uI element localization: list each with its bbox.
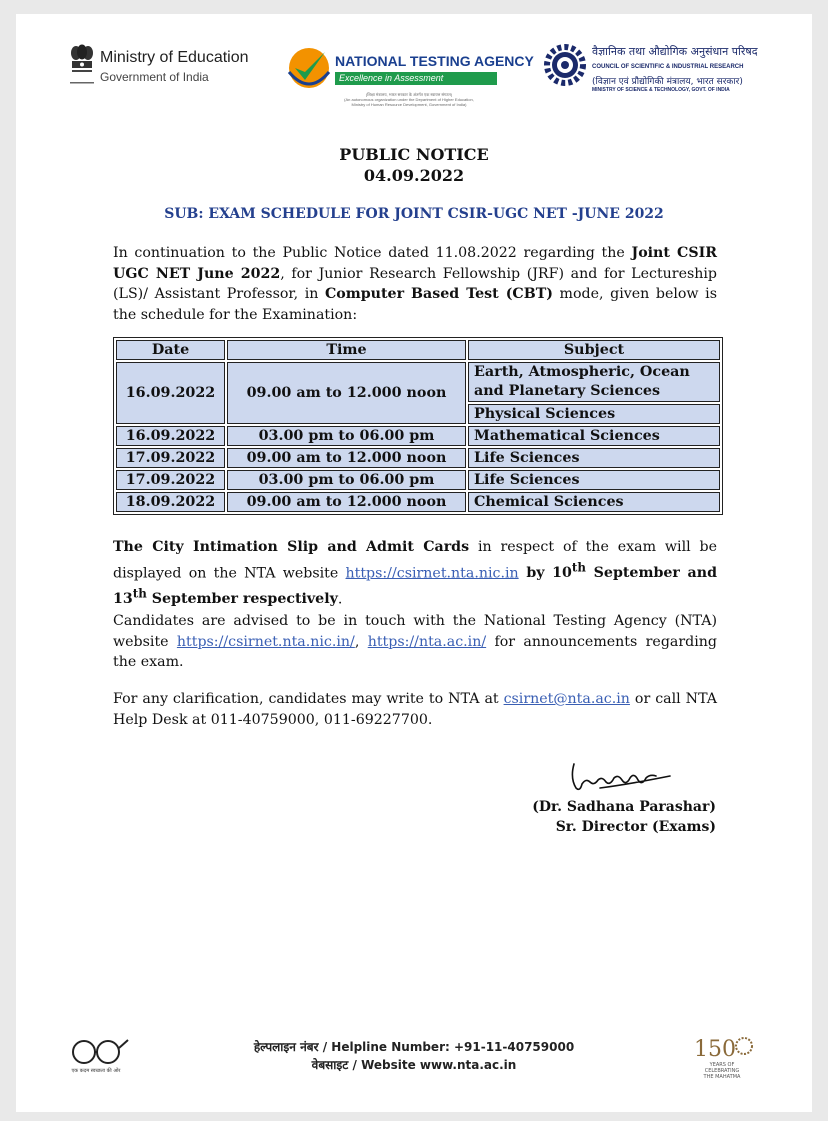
cell-subject: Physical Sciences (468, 404, 720, 424)
nta-tagline: Excellence in Assessment (335, 72, 497, 85)
moe-logo-block (70, 44, 270, 94)
intro-paragraph (113, 243, 717, 325)
badge-text: YEARS OF (709, 1062, 735, 1068)
badge-text: THE MAHATMA (703, 1074, 741, 1080)
advise-paragraph (113, 611, 717, 673)
cell-date: 17.09.2022 (116, 470, 225, 490)
admit-card-paragraph (113, 537, 717, 610)
cell-time: 03.00 pm to 06.00 pm (227, 470, 466, 490)
badge-number: 150 (694, 1037, 736, 1062)
admit-end: . (337, 591, 343, 608)
table-row (116, 448, 720, 468)
csir-hindi-title: वैज्ञानिक तथा औद्योगिक अनुसंधान परिषद (592, 45, 758, 58)
nta-subtext-line: Ministry of Human Resource Development, Government of India) (351, 102, 467, 107)
signatory-block (532, 797, 716, 837)
intro-text: In continuation to the Public Notice dated 11.08.2022 regarding the (113, 245, 632, 261)
ordinal-suffix: th (132, 586, 147, 601)
cell-date: 16.09.2022 (116, 426, 225, 446)
nta-logo-block (285, 44, 535, 119)
notice-subject: SUB: EXAM SCHEDULE FOR JOINT CSIR-UGC NET -JUNE 2022 (164, 206, 664, 222)
cell-subject: Mathematical Sciences (468, 426, 720, 446)
cell-subject: Earth, Atmospheric, Ocean and Planetary Sciences (468, 362, 720, 402)
clarify-text: or call NTA Help Desk at 011-40759000, 011-69227700. (113, 691, 717, 728)
csirnet-website-link[interactable]: https://csirnet.nta.nic.in (345, 565, 519, 582)
signatory-name: (Dr. Sadhana Parashar) (532, 799, 716, 815)
table-row (116, 470, 720, 490)
cell-time: 09.00 am to 12.000 noon (227, 448, 466, 468)
email-link[interactable]: csirnet@nta.ac.in (503, 691, 630, 707)
table-row (116, 362, 720, 402)
signatory-designation: Sr. Director (Exams) (555, 819, 716, 835)
cell-date: 16.09.2022 (116, 362, 225, 424)
cell-time: 03.00 pm to 06.00 pm (227, 426, 466, 446)
nta-link[interactable]: https://nta.ac.in/ (367, 633, 487, 650)
admit-date-part: September and 13 (113, 565, 717, 608)
table-header-row (116, 340, 720, 360)
nta-subtext (299, 92, 519, 107)
csirnet-link[interactable]: https://csirnet.nta.nic.in/ (176, 633, 355, 650)
clarify-text: For any clarification, candidates may write to NTA at (113, 691, 504, 707)
csir-logo-block (544, 44, 774, 99)
cell-date: 18.09.2022 (116, 492, 225, 512)
table-row (116, 426, 720, 446)
csir-english-title: COUNCIL OF SCIENTIFIC & INDUSTRIAL RESEARCH (592, 64, 744, 70)
moe-subtitle: Government of India (100, 70, 209, 84)
admit-text: in respect of the exam will be displayed on the NTA website (113, 539, 717, 582)
moe-title: Ministry of Education (100, 49, 249, 66)
notice-date: 04.09.2022 (363, 166, 465, 185)
cell-subject: Life Sciences (468, 448, 720, 468)
intro-text: mode, given below is the schedule for the Examination: (113, 286, 717, 323)
helpline-text: हेल्पलाइन नंबर / Helpline Number: +91-11-40759000 (253, 1040, 575, 1054)
nta-subtext-line: (An autonomous organization under the Department of Higher Education, (344, 97, 474, 102)
table-row (116, 492, 720, 512)
intro-exam-name: Joint CSIR UGC NET June 2022 (113, 245, 718, 282)
column-header-subject: Subject (468, 340, 720, 360)
nta-checkmark-logo-icon (285, 44, 333, 92)
column-header-time: Time (227, 340, 466, 360)
cell-subject: Chemical Sciences (468, 492, 720, 512)
swachh-tagline: एक कदम स्वच्छता की ओर (71, 1068, 121, 1074)
national-emblem-icon (70, 44, 94, 90)
advise-text: Candidates are advised to be in touch with the National Testing Agency (NTA) website (113, 613, 717, 650)
cell-time: 09.00 am to 12.000 noon (227, 492, 466, 512)
intro-text: , for Junior Research Fellowship (JRF) and for Lectureship (LS)/ Assistant Professor, in (113, 265, 718, 302)
exam-schedule-table (113, 337, 723, 515)
nta-name: NATIONAL TESTING AGENCY (335, 53, 534, 69)
admit-bold-text: The City Intimation Slip and Admit Cards (113, 539, 470, 555)
csir-gear-logo-icon (544, 44, 586, 86)
signature (560, 758, 680, 798)
notice-title: PUBLIC NOTICE (339, 145, 489, 164)
cell-time: 09.00 am to 12.000 noon (227, 362, 466, 424)
clarification-paragraph (113, 689, 717, 730)
gandhi-150-years-badge-icon (688, 1028, 758, 1084)
advise-text: for announcements regarding the exam. (113, 633, 717, 670)
csir-english-ministry: MINISTRY OF SCIENCE & TECHNOLOGY, GOVT. OF INDIA (592, 87, 730, 93)
badge-text: CELEBRATING (704, 1068, 740, 1074)
website-text: वेबसाइट / Website www.nta.ac.in (311, 1058, 517, 1072)
cell-date: 17.09.2022 (116, 448, 225, 468)
nta-subtext-line: (शिक्षा मंत्रालय, भारत सरकार के अंतर्गत एक स्वायत्त संगठन) (365, 92, 453, 97)
cell-subject: Life Sciences (468, 470, 720, 490)
intro-mode: Computer Based Test (CBT) (324, 286, 553, 302)
ordinal-suffix: th (571, 560, 586, 575)
admit-date-part: September respectively (146, 591, 338, 608)
column-header-date: Date (116, 340, 225, 360)
advise-separator: , (354, 633, 368, 650)
csir-hindi-ministry: (विज्ञान एवं प्रौद्योगिकी मंत्रालय, भारत सरकार) (592, 77, 743, 87)
admit-date-part: by 10 (518, 565, 572, 582)
